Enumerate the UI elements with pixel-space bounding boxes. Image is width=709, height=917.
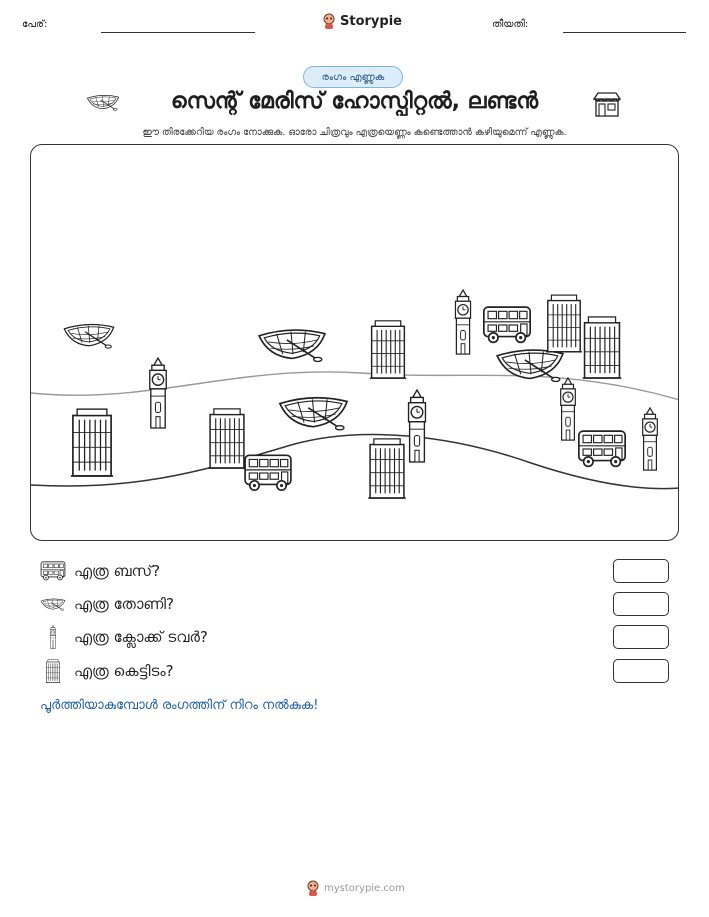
shop-icon: [592, 91, 622, 117]
footer-url[interactable]: mystorypie.com: [324, 882, 405, 894]
boat-icon: [40, 592, 66, 616]
scene-building-1: [370, 321, 406, 378]
scene-building-2: [546, 295, 582, 352]
scene-boat-1: [64, 325, 113, 349]
scene-panel: [30, 144, 679, 541]
answer-box-building[interactable]: [613, 659, 669, 683]
scene-clock-tower-3: [409, 390, 426, 462]
answer-box-boat[interactable]: [613, 592, 669, 616]
scene-building-5: [208, 409, 246, 468]
page-title: സെന്റ് മേരിസ് ഹോസ്പിറ്റൽ, ലണ്ടൻ: [170, 89, 539, 114]
activity-badge: രംഗം എണ്ണുക: [303, 66, 403, 88]
question-row-clock-tower: [40, 624, 208, 650]
bus-icon: [40, 559, 66, 583]
scene-boat-2: [259, 330, 325, 361]
scene-boat-4: [280, 398, 347, 430]
question-text: എത്ര കെട്ടിടം?: [74, 662, 174, 680]
coloring-instruction: പൂർത്തിയാകുമ്പോൾ രംഗത്തിന് നിറം നൽകുക!: [40, 698, 319, 713]
footer: [306, 880, 405, 896]
scene-clock-tower-5: [643, 408, 658, 470]
instructions-text: ഈ തിരക്കേറിയ രംഗം നോക്കുക. ഓരോ ചിത്രവും എത്രയെണ്ണം കണ്ടെത്താൻ കഴിയുമെന്ന് എണ്ണുക.: [142, 127, 567, 138]
scene-bus-3: [245, 455, 291, 490]
upper-hill-line: [31, 372, 679, 400]
scene-illustration: [31, 145, 679, 541]
date-line[interactable]: [563, 32, 686, 33]
scene-clock-tower-2: [150, 358, 166, 428]
question-row-boat: [40, 591, 174, 617]
clock-tower-icon: [40, 625, 66, 649]
scene-building-4: [71, 409, 113, 476]
date-label: തീയതി:: [492, 19, 529, 30]
question-text: എത്ര ബസ്?: [74, 562, 161, 580]
question-text: എത്ര തോണി?: [74, 595, 174, 613]
answer-box-clock-tower[interactable]: [613, 625, 669, 649]
scene-building-3: [583, 317, 622, 378]
mascot-icon: [322, 13, 336, 29]
scene-building-6: [368, 439, 406, 498]
question-text: എത്ര ക്ലോക്ക് ടവർ?: [74, 628, 208, 646]
scene-bus-1: [484, 307, 530, 342]
name-label: പേര്:: [22, 19, 48, 30]
scene-bus-2: [579, 431, 625, 466]
scene-clock-tower-4: [561, 378, 576, 440]
building-icon: [40, 659, 66, 683]
brand-name: Storypie: [340, 13, 402, 29]
mascot-icon: [306, 880, 320, 896]
question-row-bus: [40, 558, 160, 584]
answer-box-bus[interactable]: [613, 559, 669, 583]
question-row-building: [40, 658, 174, 684]
name-line[interactable]: [101, 32, 255, 33]
scene-clock-tower-1: [455, 290, 470, 354]
storypie-logo: [322, 13, 402, 29]
